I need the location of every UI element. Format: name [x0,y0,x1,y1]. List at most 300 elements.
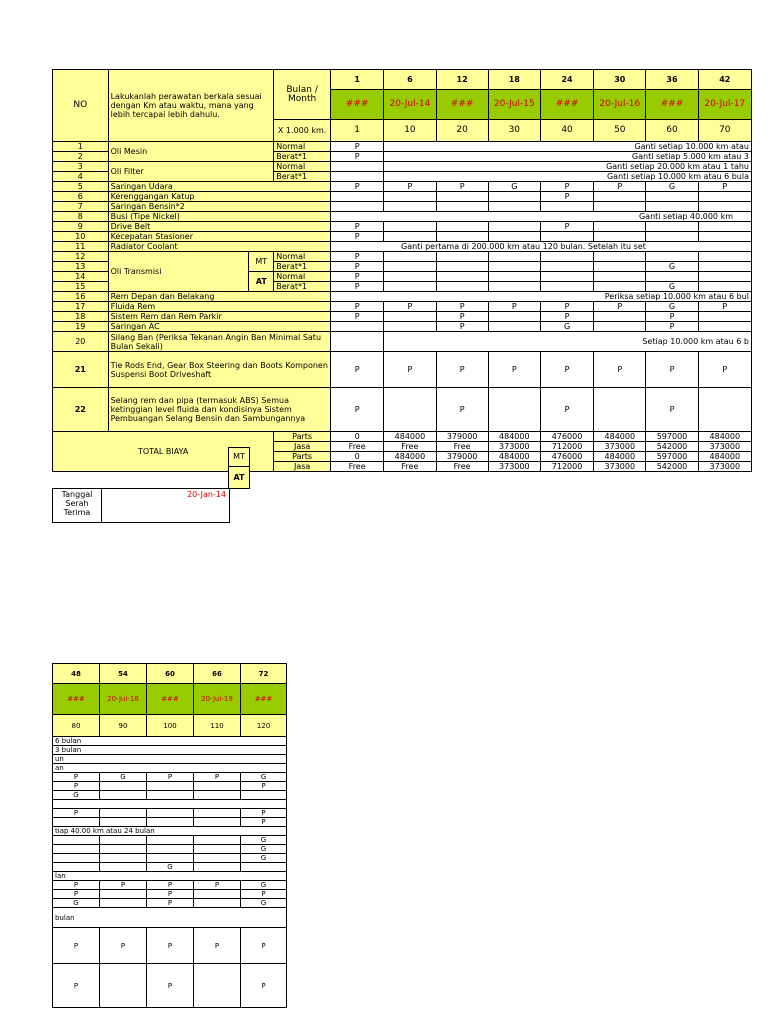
row-cell: P [331,182,384,192]
row-cell: G [646,302,698,312]
row-item: Saringan AC [108,322,330,332]
date-cell: ### [331,90,384,120]
row-no: 11 [53,242,109,252]
row-cell: P [698,182,751,192]
row-note [331,212,752,222]
row-cell [100,836,147,845]
total-cell: 0 [331,452,384,462]
row-cell [384,232,436,242]
row-cell: P [540,302,593,312]
month-cell: 1 [331,70,384,90]
row-cell [594,272,646,282]
row-item: Saringan Udara [108,182,330,192]
row-cell [241,863,287,872]
row-cell: P [384,352,436,388]
row-cell [194,809,241,818]
row-cell [384,272,436,282]
total-cell: Free [436,442,488,452]
row-cell: P [53,890,100,899]
row-cell [646,222,698,232]
row-no: 4 [53,172,109,182]
month-cell: 36 [646,70,698,90]
row-cell: P [646,322,698,332]
schedule-continuation [52,663,286,1024]
row-cell [488,192,540,202]
total-cell: 484000 [488,452,540,462]
row-cell: P [488,352,540,388]
row-cell: P [331,222,384,232]
row-cell [594,388,646,432]
row-item: Rem Depan dan Belakang [108,292,330,302]
row-cell: P [241,928,287,964]
row-cell [698,262,751,272]
row-note: 6 bulan [53,737,287,746]
row-cell: G [100,773,147,782]
row-cell: P [147,890,194,899]
row-cell [436,272,488,282]
row-cell: P [100,881,147,890]
row-cell: G [646,182,698,192]
total-cell: 712000 [540,462,593,472]
month-cell: 66 [194,664,241,684]
km-cell: 1 [331,120,384,142]
no-header: NO [53,70,109,142]
km-cell: 80 [53,715,100,737]
km-cell: 40 [540,120,593,142]
row-cell [100,809,147,818]
row-no: 6 [53,192,109,202]
row-cell: P [100,928,147,964]
row-cell [488,322,540,332]
total-cell: 484000 [594,432,646,442]
row-note-text: Ganti pertama di 200.000 km atau 120 bulan. Setelah itu set [401,242,646,251]
total-cell: 484000 [594,452,646,462]
row-cell: P [241,818,287,827]
row-cell [53,845,100,854]
row-cell [331,202,384,212]
row-cell [384,202,436,212]
date-cell: 20-Jul-19 [194,684,241,715]
row-cell [331,192,384,202]
row-cell [100,818,147,827]
row-no: 17 [53,302,109,312]
date-cell: ### [540,90,593,120]
total-cell: 484000 [488,432,540,442]
row-cell: P [147,899,194,908]
row-cell: G [241,899,287,908]
row-note: bulan [53,908,287,928]
total-cell: 373000 [698,462,751,472]
row-cell: P [331,388,384,432]
date-cell: 20-Jul-15 [488,90,540,120]
month-cell: 18 [488,70,540,90]
row-cell: P [241,890,287,899]
row-cell [646,202,698,212]
date-cell: ### [147,684,194,715]
bulan-month-label: Bulan / Month [274,70,331,120]
row-cell [436,262,488,272]
row-cell: P [331,302,384,312]
km-cell: 70 [698,120,751,142]
row-note: 3 bulan [53,746,287,755]
row-item: Silang Ban (Periksa Tekanan Angin Ban Minimal Satu Bulan Sekali) [108,332,330,352]
row-note: Ganti setiap 5.000 km atau 3 [384,152,752,162]
row-no: 2 [53,152,109,162]
row-cell [194,899,241,908]
km-cell: 90 [100,715,147,737]
row-cell [100,854,147,863]
row-cell: P [331,142,384,152]
row-cell: P [53,881,100,890]
row-cell [100,890,147,899]
row-cell [384,222,436,232]
row-note: Ganti setiap 10.000 km atau 6 bula [384,172,752,182]
row-cell: P [147,928,194,964]
row-note: Setiap 10.000 km atau 6 b [384,332,752,352]
row-cell [698,192,751,202]
row-cell: P [436,352,488,388]
row-no: 3 [53,162,109,172]
row-cell [540,202,593,212]
date-cell: ### [53,684,100,715]
total-cell: 597000 [646,432,698,442]
row-cell: G [241,845,287,854]
row-cell [698,322,751,332]
row-cell [53,818,100,827]
month-cell: 12 [436,70,488,90]
total-cell: 373000 [698,442,751,452]
date-cell: ### [646,90,698,120]
trans-at: AT [249,272,274,292]
row-cell [698,252,751,262]
row-cell [488,388,540,432]
total-cell: 484000 [698,432,751,442]
row-cell [194,782,241,791]
row-sub: Normal [274,162,331,172]
row-no: 10 [53,232,109,242]
row-note [331,242,752,252]
total-cell: Free [331,442,384,452]
row-cell: P [540,312,593,322]
row-cell [194,845,241,854]
row-cell: P [540,388,593,432]
month-cell: 48 [53,664,100,684]
row-cell: P [384,182,436,192]
total-cell: 373000 [488,462,540,472]
handover-date: 20-Jan-14 [187,490,226,499]
row-cell [488,232,540,242]
row-cell [698,232,751,242]
row-no: 5 [53,182,109,192]
row-cell: P [488,302,540,312]
total-jasa-label: Jasa [274,442,331,452]
row-cell [646,192,698,202]
row-note [53,800,287,809]
total-cell: 712000 [540,442,593,452]
row-cell: P [53,964,100,1008]
row-item: Oli Transmisi [108,252,249,292]
row-cell [540,272,593,282]
row-cell: P [241,782,287,791]
month-cell: 54 [100,664,147,684]
row-cell: G [241,881,287,890]
total-cell: 379000 [436,432,488,442]
row-note: Periksa setiap 10.000 km atau 6 bul [331,292,752,302]
row-cell [194,791,241,800]
month-cell: 24 [540,70,593,90]
row-no: 1 [53,142,109,152]
row-no: 9 [53,222,109,232]
total-cell: 484000 [698,452,751,462]
km-cell: 110 [194,715,241,737]
handover-label: Tanggal Serah Terima [61,490,93,517]
row-note-text: Ganti setiap 40.000 km [638,212,733,221]
row-cell [698,282,751,292]
total-cell: 597000 [646,452,698,462]
row-cell [436,282,488,292]
row-no: 8 [53,212,109,222]
row-cell [646,272,698,282]
row-cell: P [147,773,194,782]
row-cell [100,964,147,1008]
row-cell [53,854,100,863]
row-cell [100,791,147,800]
row-cell [698,222,751,232]
row-cell [436,232,488,242]
total-cell: 379000 [436,452,488,462]
row-item: Tie Rods End, Gear Box Steering dan Boots Komponen Suspensi Boot Driveshaft [108,352,330,388]
km-cell: 100 [147,715,194,737]
row-no: 14 [53,272,109,282]
row-cell [100,845,147,854]
total-cell: Free [436,462,488,472]
date-cell: ### [241,684,287,715]
row-cell [147,854,194,863]
total-cell: 484000 [384,432,436,442]
row-cell [194,836,241,845]
row-no: 15 [53,282,109,292]
row-cell: G [646,262,698,272]
row-no: 22 [53,388,109,432]
row-cell [540,232,593,242]
row-cell: P [594,302,646,312]
total-cell: 476000 [540,432,593,442]
row-cell [436,192,488,202]
row-note: tiap 40.00 km atau 24 bulan [53,827,287,836]
row-cell [194,863,241,872]
row-cell: G [488,182,540,192]
row-item: Busi (Tipe Nickel) [108,212,330,222]
row-cell [594,312,646,322]
row-no: 19 [53,322,109,332]
row-cell [594,282,646,292]
total-cell: 0 [331,432,384,442]
row-no: 20 [53,332,109,352]
row-cell [698,312,751,322]
row-cell [646,232,698,242]
row-cell [147,782,194,791]
row-cell [331,172,384,182]
row-sub: Normal [274,252,331,262]
row-cell [194,890,241,899]
km-label: X 1.000 km. [274,120,331,142]
row-cell: P [331,252,384,262]
row-cell [488,222,540,232]
row-cell [540,282,593,292]
row-sub: Berat*1 [274,262,331,272]
row-cell: P [331,312,384,322]
row-note: lan [53,872,287,881]
row-cell: P [646,388,698,432]
row-cell [194,854,241,863]
handover-divider [101,489,102,522]
row-cell [331,332,384,352]
row-cell: P [646,352,698,388]
row-cell: P [436,302,488,312]
month-cell: 6 [384,70,436,90]
row-cell [384,312,436,322]
total-cell: 542000 [646,442,698,452]
row-cell [53,836,100,845]
row-no: 13 [53,262,109,272]
row-no: 7 [53,202,109,212]
row-cell: P [331,232,384,242]
km-cell: 20 [436,120,488,142]
row-sub: Berat*1 [274,172,331,182]
row-item: Radiator Coolant [108,242,330,252]
date-cell: 20-Jul-18 [100,684,147,715]
maintenance-schedule [52,69,749,549]
row-cell [384,282,436,292]
row-item: Fluida Rem [108,302,330,312]
row-cell [100,863,147,872]
row-cell: P [540,352,593,388]
row-cell: P [436,388,488,432]
row-cell [488,312,540,322]
month-cell: 72 [241,664,287,684]
row-cell: G [241,773,287,782]
row-item: Sistem Rem dan Rem Parkir [108,312,330,322]
row-cell [594,252,646,262]
row-cell: G [53,791,100,800]
row-cell [100,899,147,908]
row-cell [436,252,488,262]
row-item: Saringan Bensin*2 [108,202,330,212]
row-cell [194,818,241,827]
row-cell: P [194,773,241,782]
row-no: 21 [53,352,109,388]
row-cell [384,262,436,272]
row-cell: P [331,272,384,282]
row-cell: P [540,222,593,232]
row-cell [147,809,194,818]
date-cell: 20-Jul-16 [594,90,646,120]
row-note: un [53,755,287,764]
row-cell [384,388,436,432]
row-cell: G [241,854,287,863]
instruction-text: Lakukanlah perawatan berkala sesuai dengan Km atau waktu, mana yang lebih tercapai lebih dahulu. [108,70,274,142]
total-parts-label: Parts [274,432,331,442]
row-cell: P [331,352,384,388]
row-cell: P [436,182,488,192]
row-cell: P [53,773,100,782]
row-note: Ganti setiap 10.000 km atau [384,142,752,152]
km-cell: 30 [488,120,540,142]
row-item: Kerenggangan Katup [108,192,330,202]
row-cell [241,791,287,800]
row-cell: P [698,302,751,312]
row-cell [698,202,751,212]
row-cell: P [194,881,241,890]
total-cell: Free [384,442,436,452]
row-cell: G [147,863,194,872]
row-cell: P [698,352,751,388]
row-cell [488,262,540,272]
row-sub: Berat*1 [274,282,331,292]
km-cell: 10 [384,120,436,142]
row-cell [436,202,488,212]
row-item: Drive Belt [108,222,330,232]
row-cell [147,818,194,827]
total-cell: 476000 [540,452,593,462]
row-cell [488,272,540,282]
row-cell [698,272,751,282]
row-cell: P [540,192,593,202]
row-no: 16 [53,292,109,302]
row-cell [594,202,646,212]
date-cell: 20-Jul-17 [698,90,751,120]
row-cell [147,845,194,854]
row-cell: P [384,302,436,312]
total-cell: 373000 [488,442,540,452]
km-cell: 120 [241,715,287,737]
row-cell: P [594,182,646,192]
row-cell [540,252,593,262]
total-cell: Free [384,462,436,472]
row-no: 12 [53,252,109,262]
total-label: TOTAL BIAYA [53,432,274,472]
row-item: Kecepatan Stasioner [108,232,330,242]
row-cell: P [331,152,384,162]
row-cell [331,322,384,332]
total-mt-label: MT [228,447,250,467]
row-cell: P [194,928,241,964]
row-note: Ganti setiap 20.000 km atau 1 tahu [384,162,752,172]
total-jasa-label: Jasa [274,462,331,472]
row-cell [384,252,436,262]
row-cell [594,262,646,272]
total-at-label: AT [228,466,250,489]
km-cell: 50 [594,120,646,142]
row-cell [384,322,436,332]
row-item: Oli Mesin [108,142,274,162]
month-cell: 60 [147,664,194,684]
row-cell [147,791,194,800]
row-cell [488,202,540,212]
row-cell [594,232,646,242]
total-cell: 542000 [646,462,698,472]
row-sub: Berat*1 [274,152,331,162]
row-cell: P [540,182,593,192]
row-cell: P [646,312,698,322]
row-cell [594,192,646,202]
month-cell: 30 [594,70,646,90]
row-cell: P [53,928,100,964]
row-sub: Normal [274,142,331,152]
row-cell: P [147,881,194,890]
row-cell [540,262,593,272]
row-cell [100,782,147,791]
